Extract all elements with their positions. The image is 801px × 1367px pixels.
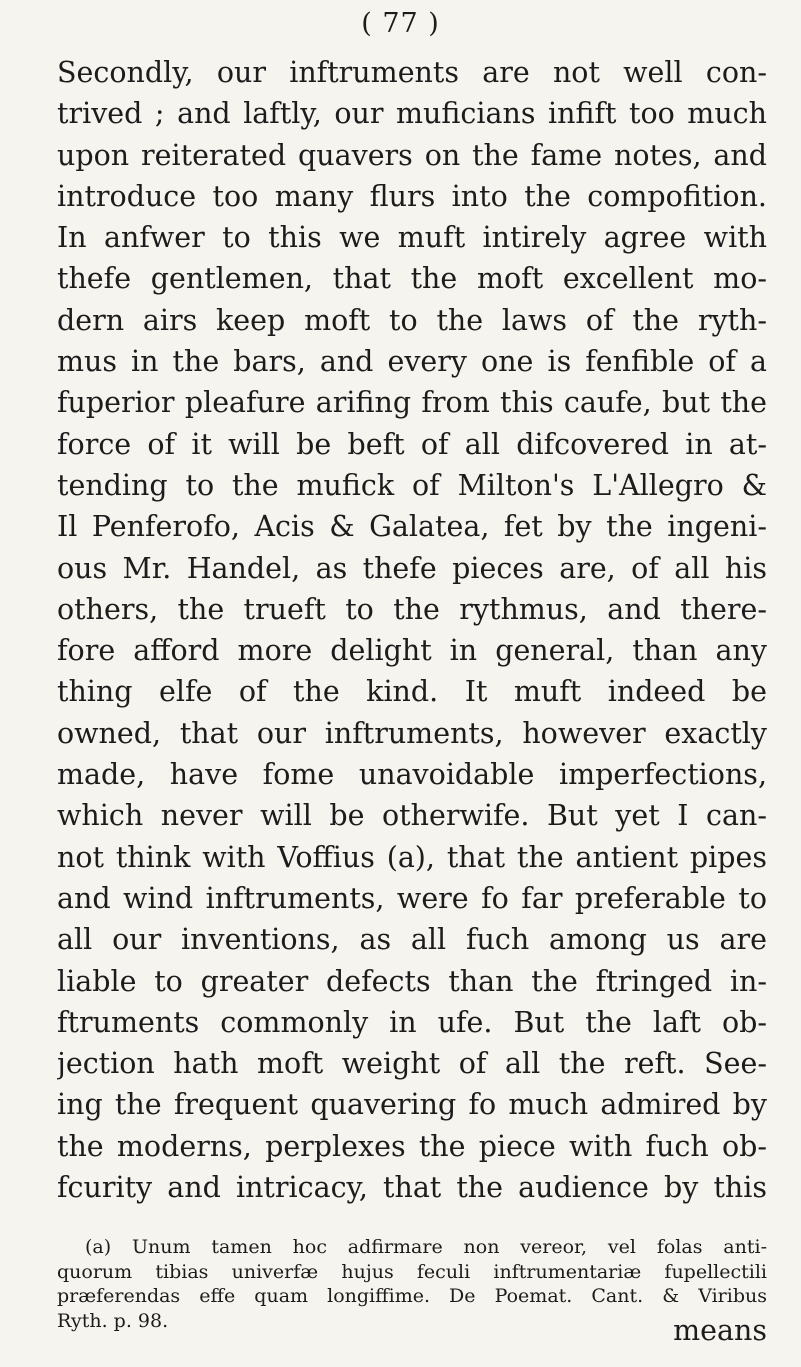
body-line: and wind inftruments, were fo far preferable to bbox=[57, 881, 767, 915]
body-line: force of it will be beft of all difcovered in at- bbox=[57, 427, 767, 461]
body-line: made, have fome unavoidable imperfections, bbox=[57, 758, 767, 792]
page-number: ( 77 ) bbox=[361, 8, 440, 39]
footnote-line: quorum tibias univerfæ hujus feculi inftrumentariæ fupellectili bbox=[57, 1260, 767, 1283]
body-line: all our inventions, as all fuch among us are bbox=[57, 923, 767, 957]
body-line: owned, that our inftruments, however exactly bbox=[57, 716, 767, 750]
body-line: tending to the mufick of Milton's L'Allegro & bbox=[57, 468, 767, 502]
body-line: not think with Voffius (a), that the antient pipes bbox=[57, 840, 767, 874]
body-line: upon reiterated quavers on the fame notes, and bbox=[57, 138, 767, 172]
body-line: Secondly, our inftruments are not well con- bbox=[57, 56, 767, 89]
body-line: mus in the bars, and every one is fenfible of a bbox=[57, 345, 767, 379]
body-line: jection hath moft weight of all the reft. See- bbox=[57, 1047, 767, 1081]
body-line: ous Mr. Handel, as thefe pieces are, of all his bbox=[57, 551, 767, 585]
footnote bbox=[57, 1235, 767, 1333]
footnote-line: (a) Unum tamen hoc adfirmare non vereor, vel folas anti- bbox=[85, 1236, 767, 1258]
body-line: thing elfe of the kind. It muft indeed be bbox=[57, 675, 767, 709]
body-line: the moderns, perplexes the piece with fuch ob- bbox=[57, 1129, 767, 1163]
footnote-line: præferendas effe quam longiffime. De Poemat. Cant. & Viribus bbox=[57, 1285, 767, 1307]
body-text bbox=[57, 52, 767, 1208]
body-line: In anfwer to this we muft intirely agree with bbox=[57, 221, 767, 255]
body-line: fuperior pleafure arifing from this caufe, but the bbox=[57, 386, 767, 420]
body-line: dern airs keep moft to the laws of the ryth- bbox=[57, 303, 767, 337]
body-line: trived ; and laftly, our muficians infift too much bbox=[57, 97, 767, 131]
body-line: thefe gentlemen, that the moft excellent mo- bbox=[57, 262, 767, 296]
body-line: which never will be otherwife. But yet I can- bbox=[57, 799, 767, 833]
body-line: liable to greater defects than the ftringed in- bbox=[57, 964, 767, 998]
body-line: Il Penferofo, Acis & Galatea, fet by the ingeni- bbox=[57, 510, 767, 544]
body-line: ftruments commonly in ufe. But the laft ob- bbox=[57, 1005, 767, 1039]
body-line: others, the trueft to the rythmus, and there- bbox=[57, 592, 767, 626]
body-line: ing the frequent quavering fo much admired by bbox=[57, 1088, 767, 1122]
body-line: introduce too many flurs into the compofition. bbox=[57, 179, 767, 213]
catchword: means bbox=[673, 1314, 767, 1347]
body-line: fore afford more delight in general, than any bbox=[57, 634, 767, 668]
footnote-line: Ryth. p. 98. bbox=[57, 1309, 169, 1332]
body-line: fcurity and intricacy, that the audience by this bbox=[57, 1171, 767, 1205]
